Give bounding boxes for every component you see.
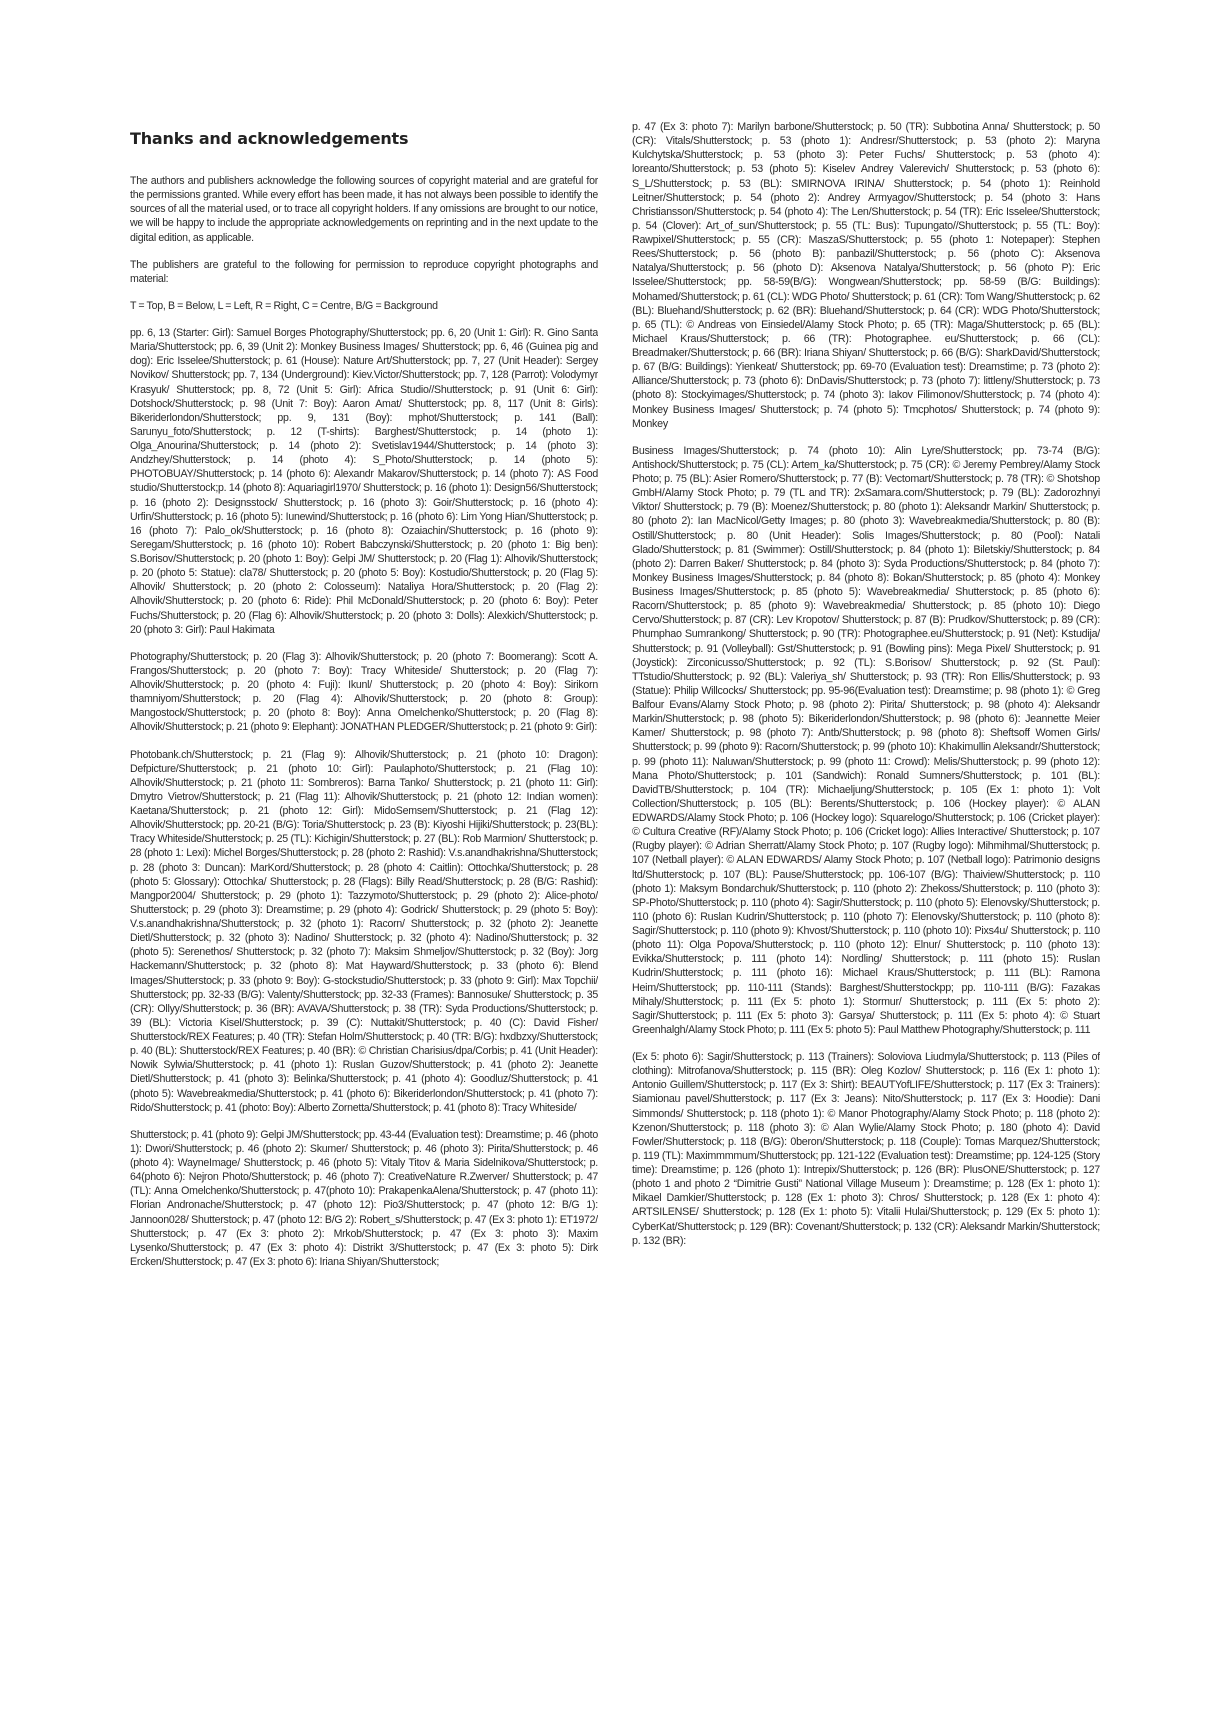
- permission-paragraph: The publishers are grateful to the following for permission to reproduce copyright photographs and material:: [130, 258, 598, 285]
- credits-paragraph: (Ex 5: photo 6): Sagir/Shutterstock; p. 113 (Trainers): Soloviova Liudmyla/Shutterstock; p. 113 (Piles of clothing): Mitrofanova/Shutterstock; p. 115 (BR): Oleg Kozlov/ Shutterstock; p. 116 (Ex 1: photo 1): Antonio Guillem/Shutterstock; p. 117 (Ex 3: Shirt): BEAUTYofLIFE/Shutterstock; p. 117 (Ex 3: Trainers): Siamionau pavel/Shutterstock; p. 117 (Ex 3: Jeans): Nito/Shutterstock; p. 117 (Ex 3: Hoodie): Dani Simmonds/ Shutterstock; p. 118 (photo 1): © Manor Photography/Alamy Stock Photo; p. 118 (photo 2): Kzenon/Shutterstock; p. 118 (photo 3): © Alan Wylie/Alamy Stock Photo; p. 180 (photo 4): David Fowler/Shutterstock; p. 118 (B/G): 0beron/Shutterstock; p. 118 (Couple): Tomas Marquez/Shutterstock; p. 119 (TL): Maximmmmum/Shutterstock; pp. 121-122 (Evaluation test): Dreamstime; pp. 124-125 (Story time): Dreamstime; p. 126 (photo 1): Intrepix/Shutterstock; p. 126 (BR): PlusONE/Shutterstock; p. 127 (photo 1 and photo 2 “Dimitrie Gusti” National Village Museum ): Dreamstime; p. 128 (Ex 1: photo 1): Mikael Damkier/Shutterstock; p. 128 (Ex 1: photo 3): Chros/ Shutterstock; p. 128 (Ex 1: photo 4): ARTSILENSE/ Shutterstock; p. 128 (Ex 1: photo 5): Vitalii Hulai/Shutterstock; p. 129 (Ex 5: photo 1): CyberKat/Shutterstock; p. 129 (BR): Covenant/Shutterstock; p. 132 (CR): Aleksandr Markin/Shutterstock; p. 132 (BR):: [632, 1051, 1100, 1247]
- left-column: [130, 120, 598, 1680]
- credits-paragraph: p. 47 (Ex 3: photo 7): Marilyn barbone/Shutterstock; p. 50 (TR): Subbotina Anna/ Shutterstock; p. 50 (CR): Vitals/Shutterstock; p. 53 (photo 1): Andresr/Shutterstock; p. 53 (photo 2): Maryna Kulchytska/Shutterstock; p. 53 (photo 3): Peter Fuchs/ Shutterstock; p. 53 (photo 4): loreanto/Shutterstock; p. 53 (photo 5): Kiselev Andrey Valerevich/ Shutterstock; p. 53 (photo 6): S_L/Shutterstock; p. 53 (BL): SMIRNOVA IRINA/ Shutterstock; p. 54 (photo 1): Reinhold Leitner/Shutterstock; p. 54 (photo 2): Andrey Armyagov/Shutterstock; p. 54 (photo 3: Hans Christiansson/Shutterstock; p. 54 (photo 4): The Len/Shutterstock; p. 54 (TR): Eric Isselee/Shutterstock; p. 54 (Clover): Art_of_sun/Shutterstock; p. 55 (TL: Bus): Tupungato//Shutterstock; p. 55 (TL: Boy): Rawpixel/Shutterstock; p. 55 (CR): MaszaS/Shutterstock; p. 55 (photo 1: Notepaper): Stephen Rees/Shutterstock; p. 56 (photo B): panbazil/Shutterstock; p. 56 (photo C): Aksenova Natalya/Shutterstock; p. 56 (photo D): Aksenova Natalya/Shutterstock; p. 56 (photo P): Eric Isselee/Shutterstock; pp. 58-59(B/G): Wongwean/Shutterstock; pp. 58-59 (B/G: Buildings): Mohamed/Shutterstock; p. 61 (CL): WDG Photo/ Shutterstock; p. 61 (CR): Tom Wang/Shutterstock; p. 62 (BL): Bluehand/Shutterstock; p. 62 (BR): Bluehand/Shutterstock; p. 64 (CR): WDG Photo/Shutterstock; p. 65 (TL): © Andreas von Einsiedel/Alamy Stock Photo; p. 65 (TR): Maga/Shutterstock; p. 65 (BL): Michael Kraus/Shutterstock; p. 66 (TR): Photographee. eu/Shutterstock; p. 66 (CL): Breadmaker/Shutterstock; p. 66 (BR): Iriana Shiyan/ Shutterstock; p. 66 (B/G): SharkDavid/Shutterstock; p. 67 (B/G: Buildings): Yienkeat/ Shutterstock; pp. 69-70 (Evaluation test): Dreamstime; p. 73 (photo 2): Alliance/Shutterstock; p. 73 (photo 6): DnDavis/Shutterstock; p. 73 (photo 7): littleny/Shutterstock; p. 73 (photo 8): Stockyimages/Shutterstock; p. 74 (photo 3): Iakov Filimonov/Shutterstock; p. 74 (photo 4): Monkey Business Images/ Shutterstock; p. 74 (photo 5): Tmcphotos/ Shutterstock; p. 74 (photo 9): Monkey: [632, 121, 1100, 430]
- credits-paragraph: Shutterstock; p. 41 (photo 9): Gelpi JM/Shutterstock; pp. 43-44 (Evaluation test): Dreamstime; p. 46 (photo 1): Dwori/Shutterstock; p. 46 (photo 2): Skumer/ Shutterstock; p. 46 (photo 3): Pirita/Shutterstock; p. 46 (photo 4): WayneImage/ Shutterstock; p. 46 (photo 5): Vitaly Titov & Maria Sidelnikova/Shutterstock; p. 64(photo 6): Nejron Photo/Shutterstock; p. 46 (photo 7): CreativeNature R.Zwerver/ Shutterstock; p. 47 (TL): Anna Omelchenko/Shutterstock; p. 47(photo 10): PrakapenkaAlena/Shutterstock; p. 47 (photo 11): Florian Andronache/Shutterstock; p. 47 (photo 12): Pio3/Shutterstock; p. 47 (photo 12: B/G 1): Jannoon028/ Shutterstock; p. 47 (photo 12: B/G 2): Robert_s/Shutterstock; p. 47 (Ex 3: photo 1): ET1972/ Shutterstock; p. 47 (Ex 3: photo 2): Mrkob/Shutterstock; p. 47 (Ex 3: photo 3): Maxim Lysenko/Shutterstock; p. 47 (Ex 3: photo 4): Distrikt 3/Shutterstock; p. 47 (Ex 3: photo 5): Dirk Ercken/Shutterstock; p. 47 (Ex 3: photo 6): Iriana Shiyan/Shutterstock;: [130, 1128, 598, 1268]
- credits-paragraph: Business Images/Shutterstock; p. 74 (photo 10): Alin Lyre/Shutterstock; pp. 73-74 (B/G): Antishock/Shutterstock; p. 75 (CL): Artem_ka/Shutterstock; p. 75 (CR): © Jeremy Pembrey/Alamy Stock Photo; p. 75 (BL): Asier Romero/Shutterstock; p. 77 (B): Vectomart/Shutterstock; p. 78 (TR): © Shotshop GmbH/Alamy Stock Photo; p. 79 (TL and TR): 2xSamara.com/Shutterstock; p. 79 (BL): Zadorozhnyi Viktor/ Shutterstock; p. 79 (B): Moenez/Shutterstock; p. 80 (photo 1): Aleksandr Markin/ Shutterstock; p. 80 (photo 2): Ian MacNicol/Getty Images; p. 80 (photo 3): Wavebreakmedia/Shutterstock; p. 80 (B): Ostill/Shutterstock; p. 80 (Unit Header): Solis Images/Shutterstock; p. 80 (Pool): Natali Glado/Shutterstock; p. 81 (Swimmer): Ostill/Shutterstock; p. 84 (photo 1): Biletskiy/Shutterstock; p. 84 (photo 2): Darren Baker/ Shutterstock; p. 84 (photo 3): Syda Productions/Shutterstock; p. 84 (photo 7): Monkey Business Images/Shutterstock; p. 84 (photo 8): Bokan/Shutterstock; p. 85 (photo 4): Monkey Business Images/Shutterstock; p. 85 (photo 5): Wavebreakmedia/ Shutterstock; p. 85 (photo 6): Racorn/Shutterstock; p. 85 (photo 9): Wavebreakmedia/ Shutterstock; p. 85 (photo 10): Diego Cervo/Shutterstock; p. 87 (CR): Lev Kropotov/ Shutterstock; p. 87 (B): Prudkov/Shutterstock; p. 89 (CR): Phumphao Sumrankong/ Shutterstock; p. 90 (TR): Photographee.eu/Shutterstock; p. 91 (Net): Kstudija/ Shutterstock; p. 91 (Volleyball): Gst/Shutterstock; p. 91 (Bowling pins): Mega Pixel/ Shutterstock; p. 91 (Joystick): Zirconicusso/Shutterstock; p. 92 (TL): S.Borisov/ Shutterstock; p. 92 (St. Paul): TTstudio/Shutterstock; p. 92 (BL): Valeriya_sh/ Shutterstock; p. 93 (TR): Ron Ellis/Shutterstock; p. 93 (Statue): Philip Willcocks/ Shutterstock; pp. 95-96(Evaluation test): Dreamstime; p. 98 (photo 1): © Greg Balfour Evans/Alamy Stock Photo; p. 98 (photo 2): Pirita/ Shutterstock; p. 98 (photo 4): Aleksandr Markin/Shutterstock; p. 98 (photo 5): Bikeriderlondon/Shutterstock; p. 98 (photo 6): Jeannette Meier Kamer/ Shutterstock; p. 98 (photo 7): Antb/Shutterstock; p. 98 (photo 8): Sheftsoff Women Girls/ Shutterstock; p. 99 (photo 9): Racorn/Shutterstock; p. 99 (photo 10): Khakimullin Aleksandr/Shutterstock; p. 99 (photo 11): Naluwan/Shutterstock; p. 99 (photo 11: Crowd): Melis/Shutterstock; p. 99 (photo 12): Mana Photo/Shutterstock; p. 101 (Sandwich): Ronald Sumners/Shutterstock; p. 101 (BL): DavidTB/Shutterstock; p. 104 (TR): Michaeljung/Shutterstock; p. 105 (Ex 1: photo 1): Volt Collection/Shutterstock; p. 105 (BL): Berents/Shutterstock; p. 106 (Hockey player): © ALAN EDWARDS/Alamy Stock Photo; p. 106 (Hockey logo): Squarelogo/Shutterstock; p. 106 (Cricket player): © Cultura Creative (RF)/Alamy Stock Photo; p. 106 (Cricket logo): Allies Interactive/ Shutterstock; p. 107 (Rugby player): © Adrian Sherratt/Alamy Stock Photo; p. 107 (Rugby logo): Mihmihmal/Shutterstock; p. 107 (Netball player): © ALAN EDWARDS/ Alamy Stock Photo; p. 107 (Netball logo): Patrimonio designs ltd/Shutterstock; p. 107 (BL): Pause/Shutterstock; pp. 106-107 (B/G): Thaiview/Shutterstock; p. 110 (photo 1): Maksym Bondarchuk/Shutterstock; p. 110 (photo 2): Zhekoss/Shutterstock; p. 110 (photo 3): SP-Photo/Shutterstock; p. 110 (photo 4): Sagir/Shutterstock; p. 110 (photo 5): Elenovsky/Shutterstock; p. 110 (photo 6): Ruslan Kudrin/Shutterstock; p. 110 (photo 7): Elenovsky/Shutterstock; p. 110 (photo 8): Sagir/Shutterstock; p. 110 (photo 9): Khvost/Shutterstock; p. 110 (photo 10): Pixs4u/ Shutterstock; p. 110 (photo 11): Olga Popova/Shutterstock; p. 110 (photo 12): Elnur/ Shutterstock; p. 110 (photo 13): Evikka/Shutterstock; p. 111 (photo 14): Nordling/ Shutterstock; p. 111 (photo 15): Ruslan Kudrin/Shutterstock; p. 111 (photo 16): Michael Kraus/Shutterstock; p. 111 (BL): Ramona Heim/Shutterstock; pp. 110-111 (Stands): Barghest/Shutterstockpp; pp. 110-111 (B/G): Fazakas Mihaly/Shutterstock; p. 111 (Ex 5: photo 1): Stormur/ Shutterstock; p. 111 (Ex 5: photo 2): Sagir/Shutterstock; p. 111 (Ex 5: photo 3): Garsya/ Shutterstock; p. 111 (Ex 5: photo 4): © Stuart Greenhalgh/Alamy Stock Photo; p. 111 (Ex 5: photo 5): Paul Matthew Photography/Shutterstock; p. 111: [632, 444, 1100, 1036]
- intro-paragraph: The authors and publishers acknowledge the following sources of copyright material and are grateful for the permissions granted. While every effort has been made, it has not always been possible to identify the sources of all the material used, or to trace all copyright holders. If any omissions are brought to our notice, we will be happy to include the appropriate acknowledgements on reprinting and in the next update to the digital edition, as applicable.: [130, 175, 598, 244]
- credits-paragraph: Photobank.ch/Shutterstock; p. 21 (Flag 9): Alhovik/Shutterstock; p. 21 (photo 10: Dragon): Defpicture/Shutterstock; p. 21 (photo 10: Girl): Paulaphoto/Shutterstock; p. 21 (Flag 10): Alhovik/Shutterstock; p. 21 (photo 11: Sombreros): Barna Tanko/ Shutterstock; p. 21 (photo 11: Girl): Dmytro Vietrov/Shutterstock; p. 21 (Flag 11): Alhovik/Shutterstock; p. 21 (photo 12: Indian women): Kaetana/Shutterstock; p. 21 (photo 12: Girl): MidoSemsem/Shutterstock; p. 21 (Flag 12): Alhovik/Shutterstock; pp. 20-21 (B/G): Toria/Shutterstock; p. 23 (B): Kiyoshi Hijiki/Shutterstock; p. 23(BL): Tracy Whiteside/Shutterstock; p. 25 (TL): Kichigin/Shutterstock; p. 27 (BL): Rob Marmion/ Shutterstock; p. 28 (photo 1: Lexi): Michel Borges/Shutterstock; p. 28 (photo 2: Rashid): V.s.anandhakrishna/Shutterstock; p. 28 (photo 3: Duncan): MarKord/Shutterstock; p. 28 (photo 4: Caitlin): Ottochka/Shutterstock; p. 28 (photo 5: Glossary): Ottochka/ Shutterstock; p. 28 (Flags): Billy Read/Shutterstock; p. 28 (B/G: Rashid): Mangpor2004/ Shutterstock; p. 29 (photo 1): Tazzymoto/Shutterstock; p. 29 (photo 2): Alice-photo/ Shutterstock; p. 29 (photo 3): Dreamstime; p. 29 (photo 4): Godrick/ Shutterstock; p. 29 (photo 5: Boy): V.s.anandhakrishna/Shutterstock; p. 32 (photo 1): Racorn/ Shutterstock; p. 32 (photo 2): Jeanette Dietl/Shutterstock; p. 32 (photo 3): Nadino/ Shutterstock; p. 32 (photo 4): Nadino/Shutterstock; p. 32 (photo 5): Serenethos/ Shutterstock; p. 32 (photo 7): Maksim Shmeljov/Shutterstock; p. 32 (Boy): Jorg Hackemann/Shutterstock; p. 32 (photo 8): Mat Hayward/Shutterstock; p. 33 (photo 6): Blend Images/Shutterstock; p. 33 (photo 9: Boy): G-stockstudio/Shutterstock; p. 33 (photo 9: Girl): Max Topchii/ Shutterstock; pp. 32-33 (B/G): Valenty/Shutterstock; pp. 32-33 (Frames): Bannosuke/ Shutterstock; p. 35 (CR): Ollyy/Shutterstock; p. 36 (BR): AVAVA/Shutterstock; p. 38 (TR): Syda Productions/Shutterstock; p. 39 (BL): Victoria Kisel/Shutterstock; p. 39 (C): Nuttakit/Shutterstock; p. 40 (C): David Fisher/ Shutterstock/REX Features; p. 40 (TR): Stefan Holm/Shutterstock; p. 40 (TR: B/G): hxdbzxy/Shutterstock; p. 40 (BL): Shutterstock/REX Features; p. 40 (BR): © Christian Charisius/dpa/Corbis; p. 41 (Unit Header): Nowik Sylwia/Shutterstock; p. 41 (photo 1): Ruslan Guzov/Shutterstock; p. 41 (photo 2): Jeanette Dietl/Shutterstock; p. 41 (photo 3): Belinka/Shutterstock; p. 41 (photo 4): Goodluz/Shutterstock; p. 41 (photo 5): Wavebreakmedia/Shutterstock; p. 41 (photo 6): Bikeriderlondon/Shutterstock; p. 41 (photo 7): Rido/Shutterstock; p. 41 (photo: Boy): Alberto Zornetta/Shutterstock; p. 41 (photo 8): Tracy Whiteside/: [130, 748, 598, 1114]
- credits-paragraph: Photography/Shutterstock; p. 20 (Flag 3): Alhovik/Shutterstock; p. 20 (photo 7: Boomerang): Scott A. Frangos/Shutterstock; p. 20 (photo 7: Boy): Tracy Whiteside/ Shutterstock; p. 20 (Flag 7): Alhovik/Shutterstock; p. 20 (photo 4: Fuji): Ikunl/ Shutterstock; p. 20 (photo 4: Boy): Sirikorn thamniyom/Shutterstock; p. 20 (Flag 4): Alhovik/Shutterstock; p. 20 (photo 8: Group): Mangostock/Shutterstock; p. 20 (photo 8: Boy): Anna Omelchenko/Shutterstock; p. 20 (Flag 8): Alhovik/Shutterstock; p. 21 (photo 9: Elephant): JONATHAN PLEDGER/Shutterstock; p. 21 (photo 9: Girl):: [130, 650, 598, 734]
- acknowledgements-page: [130, 120, 1100, 1680]
- page-title: Thanks and acknowledgements: [130, 129, 409, 148]
- right-column: [632, 120, 1100, 1680]
- credits-paragraph: pp. 6, 13 (Starter: Girl): Samuel Borges Photography/Shutterstock; pp. 6, 20 (Unit 1: Girl): R. Gino Santa Maria/Shutterstock; pp. 6, 39 (Unit 2): Monkey Business Images/ Shutterstock; pp. 6, 46 (Guinea pig and dog): Eric Isselee/Shutterstock; p. 61 (House): Nature Art/Shutterstock; pp. 7, 27 (Unit Header): Sergey Novikov/ Shutterstock; pp. 7, 134 (Underground): Kiev.Victor/Shutterstock; pp. 7, 128 (Parrot): Volodymyr Krasyuk/ Shutterstock; pp. 8, 72 (Unit 5: Girl): Africa Studio//Shutterstock; p. 91 (Unit 6: Girl): Dotshock/Shutterstock; p. 98 (Unit 7: Boy): Aaron Amat/ Shutterstock; pp. 8, 117 (Unit 8: Girls): Bikeriderlondon/Shutterstock; pp. 9, 131 (Boy): mphot/Shutterstock; p. 141 (Ball): Sarunyu_foto/Shutterstock; p. 12 (T-shirts): Barghest/Shutterstock; p. 14 (photo 1): Olga_Anourina/Shutterstock; p. 14 (photo 2): Svetislav1944/Shutterstock; p. 14 (photo 3): Andzhey/Shutterstock; p. 14 (photo 4): S_Photo/Shutterstock; p. 14 (photo 5): PHOTOBUAY/Shutterstock; p. 14 (photo 6): Alexandr Makarov/Shutterstock; p. 14 (photo 7): AS Food studio/Shutterstock;p. 14 (photo 8): Aquariagirl1970/ Shutterstock; p. 16 (photo 1): Design56/Shutterstock; p. 16 (photo 2): Designsstock/ Shutterstock; p. 16 (photo 3): Goir/Shutterstock; p. 16 (photo 4): Urfin/Shutterstock; p. 16 (photo 5): Iunewind/Shutterstock; p. 16 (photo 6): Lim Yong Hian/Shutterstock; p. 16 (photo 7): Palo_ok/Shutterstock; p. 16 (photo 8): Ozaiachin/Shutterstock; p. 16 (photo 9): Seregam/Shutterstock; p. 16 (photo 10): Robert Babczynski/Shutterstock; p. 20 (photo 1: Big ben): S.Borisov/Shutterstock; p. 20 (photo 1: Boy): Gelpi JM/ Shutterstock; p. 20 (Flag 1): Alhovik/Shutterstock; p. 20 (photo 5: Statue): cla78/ Shutterstock; p. 20 (photo 5: Boy): Kostudio/Shutterstock; p. 20 (Flag 5): Alhovik/ Shutterstock; p. 20 (photo 2: Colosseum): Nataliya Hora/Shutterstock; p. 20 (Flag 2): Alhovik/Shutterstock; p. 20 (photo 6: Ride): Phil McDonald/Shutterstock; p. 20 (photo 6: Boy): Peter Fuchs/Shutterstock; p. 20 (Flag 6): Alhovik/Shutterstock; p. 20 (photo 3: Dolls): Alexkich/Shutterstock; p. 20 (photo 3: Girl): Paul Hakimata: [130, 327, 598, 636]
- position-key: T = Top, B = Below, L = Left, R = Right, C = Centre, B/G = Background: [130, 299, 438, 312]
